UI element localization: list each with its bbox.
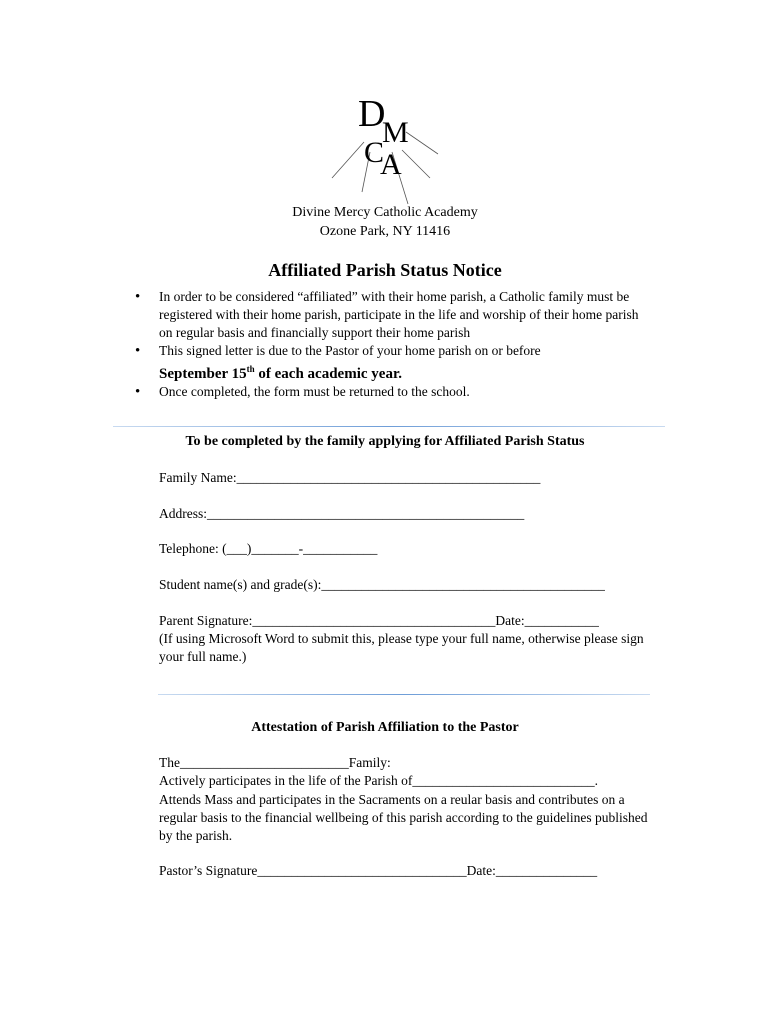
logo-letter-c: C xyxy=(364,136,385,169)
family-section-heading: To be completed by the family applying for Affiliated Parish Status xyxy=(185,434,585,449)
logo-letter-m: M xyxy=(382,116,409,149)
academy-logo xyxy=(326,90,446,205)
parent-signature-field[interactable]: Parent Signature:____________________________________Date:___________ xyxy=(159,613,599,628)
notice-bullets xyxy=(133,288,653,401)
bullet-text-due: This signed letter is due to the Pastor of your home parish on or before xyxy=(159,343,541,358)
pastor-section-heading: Attestation of Parish Affiliation to the Pastor xyxy=(251,720,519,735)
bullet-icon: • xyxy=(135,343,141,359)
bullet-item xyxy=(133,342,653,383)
logo-letter-d: D xyxy=(358,93,386,135)
bullet-icon: • xyxy=(135,289,141,305)
section-divider xyxy=(113,426,665,427)
student-names-field[interactable]: Student name(s) and grade(s):__________________________________________ xyxy=(159,577,605,592)
attestation-text: Attends Mass and participates in the Sacraments on a reular basis and contributes on a regular basis to the financial wellbeing of this parish according to the guidelines published by the parish. xyxy=(159,792,648,843)
section-divider xyxy=(158,694,650,695)
school-address: Ozone Park, NY 11416 xyxy=(319,224,451,239)
parish-name-line[interactable]: Actively participates in the life of the Parish of___________________________. xyxy=(159,773,599,788)
logo-letter-a: A xyxy=(380,148,402,181)
address-field[interactable]: Address:_______________________________________________ xyxy=(159,506,525,521)
telephone-field[interactable]: Telephone: (___)_______-___________ xyxy=(159,541,378,556)
bullet-item xyxy=(133,288,653,342)
bullet-text-return: Once completed, the form must be returned to the school. xyxy=(159,384,470,399)
school-name: Divine Mercy Catholic Academy xyxy=(292,205,478,220)
page-title: Affiliated Parish Status Notice xyxy=(268,260,502,280)
family-name-line[interactable]: The_________________________Family: xyxy=(159,755,391,770)
pastor-signature-field[interactable]: Pastor’s Signature_______________________________Date:_______________ xyxy=(159,863,598,878)
family-name-field[interactable]: Family Name:_____________________________________________ xyxy=(159,470,541,485)
bullet-text-registration: In order to be considered “affiliated” with their home parish, a Catholic family must be registered with their home parish, participate in the life and worship of their home parish on regular basis and financially support their home parish xyxy=(159,289,639,340)
deadline-text: September 15th of each academic year. xyxy=(159,364,402,382)
signature-note: (If using Microsoft Word to submit this, please type your full name, otherwise please sign your full name.) xyxy=(159,631,644,664)
bullet-item xyxy=(133,383,653,401)
bullet-icon: • xyxy=(135,384,141,400)
